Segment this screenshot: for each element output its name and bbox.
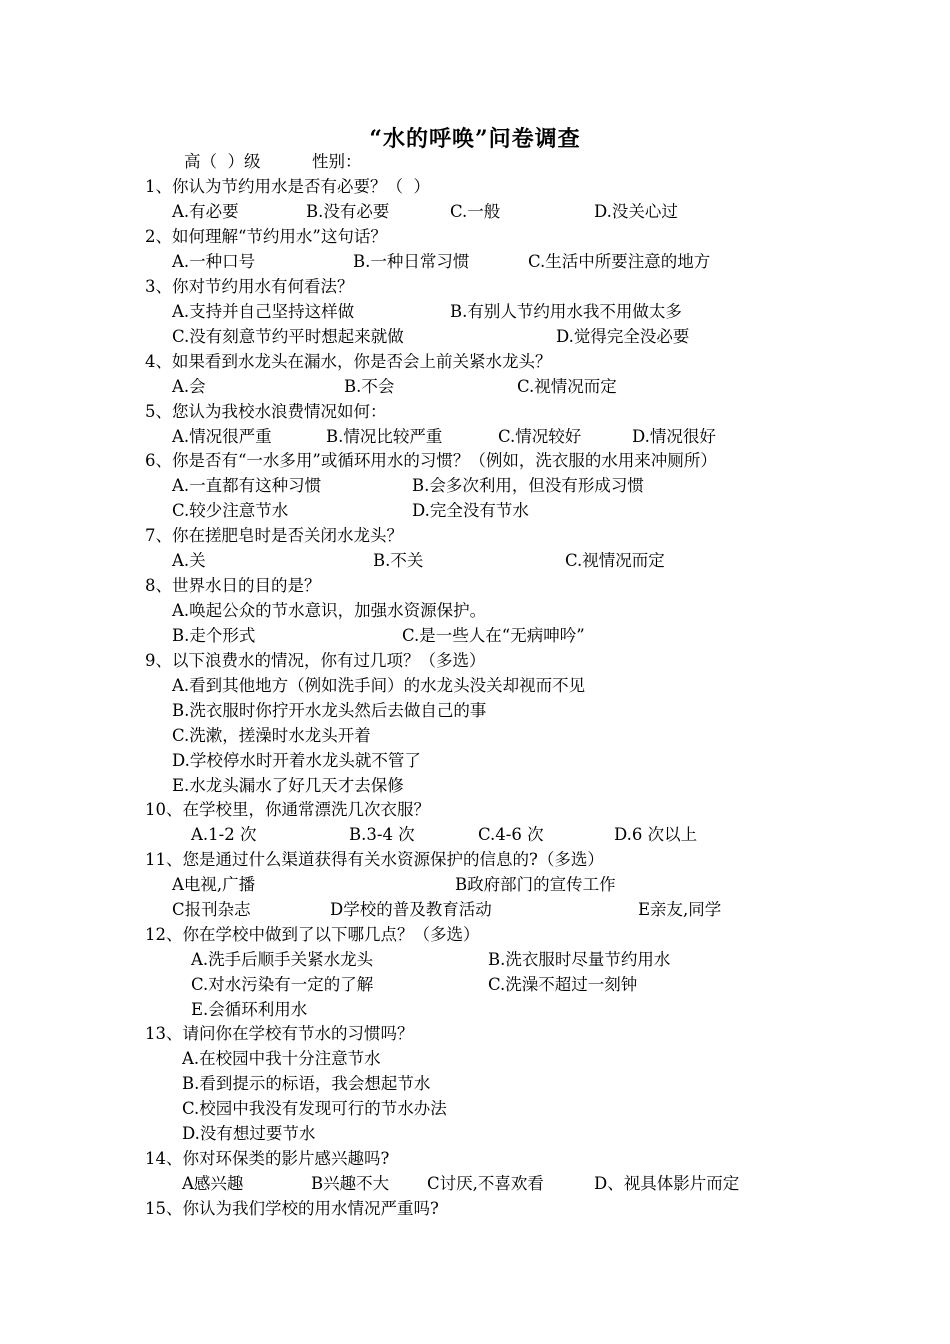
q10-option-d: D.6 次以上 (614, 825, 698, 844)
question-4: 4、如果看到水龙头在漏水，你是否会上前关紧水龙头？ (145, 352, 552, 371)
q7-option-c: C.视情况而定 (565, 551, 665, 570)
question-2: 2、如何理解“节约用水”这句话？ (145, 227, 387, 246)
q13-option-c: C.校园中我没有发现可行的节水办法 (182, 1099, 447, 1118)
q12-option-e: E.会循环利用水 (191, 1000, 308, 1019)
q12-option-c: C.对水污染有一定的了解 (191, 975, 374, 994)
question-3: 3、你对节约用水有何看法？ (145, 277, 354, 296)
q9-option-a: A.看到其他地方（例如洗手间）的水龙头没关却视而不见 (172, 676, 586, 695)
q1-option-d: D.没关心过 (594, 202, 678, 221)
q8-option-b: B.走个形式 (172, 626, 256, 645)
question-8: 8、世界水日的目的是？ (145, 576, 321, 595)
question-7: 7、你在搓肥皂时是否关闭水龙头？ (145, 526, 403, 545)
q2-option-c: C.生活中所要注意的地方 (528, 252, 711, 271)
q4-option-c: C.视情况而定 (517, 377, 617, 396)
question-10: 10、在学校里，你通常漂洗几次衣服？ (145, 800, 430, 819)
question-14: 14、你对环保类的影片感兴趣吗? (145, 1149, 390, 1168)
q12-option-b: B.洗衣服时尽量节约用水 (488, 950, 671, 969)
question-15: 15、你认为我们学校的用水情况严重吗? (145, 1199, 439, 1218)
q12-option-a: A.洗手后顺手关紧水龙头 (191, 950, 374, 969)
q13-option-b: B.看到提示的标语，我会想起节水 (182, 1074, 431, 1093)
q11-option-e: E亲友,同学 (638, 900, 722, 919)
q10-option-a: A.1-2 次 (191, 825, 257, 844)
q13-option-d: D.没有想过要节水 (182, 1124, 316, 1143)
q10-option-b: B.3-4 次 (349, 825, 415, 844)
question-5: 5、您认为我校水浪费情况如何： (145, 402, 387, 421)
q3-option-d: D.觉得完全没必要 (556, 327, 690, 346)
q4-option-b: B.不会 (344, 377, 395, 396)
question-1: 1、你认为节约用水是否有必要？（ ） (145, 177, 430, 196)
q6-option-b: B.会多次利用，但没有形成习惯 (412, 476, 644, 495)
q2-option-b: B.一种日常习惯 (353, 252, 470, 271)
q1-option-b: B.没有必要 (306, 202, 390, 221)
q11-option-d: D学校的普及教育活动 (330, 900, 492, 919)
q11-option-b: B政府部门的宣传工作 (455, 875, 616, 894)
q7-option-b: B.不关 (373, 551, 424, 570)
q7-option-a: A.关 (172, 551, 206, 570)
q6-option-d: D.完全没有节水 (412, 501, 529, 520)
q6-option-c: C.较少注意节水 (172, 501, 289, 520)
q4-option-a: A.会 (172, 377, 206, 396)
question-9: 9、以下浪费水的情况，你有过几项？（多选） (145, 651, 486, 670)
q11-option-a: A电视,广播 (172, 875, 256, 894)
q12-option-d: C.洗澡不超过一刻钟 (488, 975, 638, 994)
q8-option-a: A.唤起公众的节水意识，加强水资源保护。 (172, 601, 487, 620)
q3-option-a: A.支持并自己坚持这样做 (172, 302, 355, 321)
q9-option-d: D.学校停水时开着水龙头就不管了 (172, 751, 421, 770)
q14-option-c: C讨厌,不喜欢看 (427, 1174, 544, 1193)
q5-option-b: B.情况比较严重 (326, 427, 443, 446)
q8-option-c: C.是一些人在“无病呻吟” (402, 626, 585, 645)
q9-option-e: E.水龙头漏水了好几天才去保修 (172, 776, 404, 795)
q3-option-c: C.没有刻意节约平时想起来就做 (172, 327, 404, 346)
q5-option-d: D.情况很好 (632, 427, 716, 446)
q9-option-b: B.洗衣服时你拧开水龙头然后去做自己的事 (172, 701, 487, 720)
q13-option-a: A.在校园中我十分注意节水 (182, 1049, 381, 1068)
q2-option-a: A.一种口号 (172, 252, 256, 271)
question-12: 12、你在学校中做到了以下哪几点？（多选） (145, 925, 480, 944)
q5-option-c: C.情况较好 (498, 427, 582, 446)
question-13: 13、请问你在学校有节水的习惯吗？ (145, 1024, 414, 1043)
q14-option-b: B兴趣不大 (311, 1174, 390, 1193)
page-title: “水的呼唤”问卷调查 (369, 126, 581, 152)
grade-field: 高（ ）级 (184, 152, 261, 171)
gender-field: 性别： (312, 152, 362, 171)
question-6: 6、你是否有“一水多用”或循环用水的习惯？（例如，洗衣服的水用来冲厕所） (145, 451, 717, 470)
q10-option-c: C.4-6 次 (478, 825, 544, 844)
q1-option-a: A.有必要 (172, 202, 239, 221)
q11-option-c: C报刊杂志 (172, 900, 251, 919)
q6-option-a: A.一直都有这种习惯 (172, 476, 322, 495)
question-11: 11、您是通过什么渠道获得有关水资源保护的信息的?（多选） (145, 850, 604, 869)
q14-option-d: D、视具体影片而定 (594, 1174, 740, 1193)
q9-option-c: C.洗漱，搓澡时水龙头开着 (172, 726, 371, 745)
q5-option-a: A.情况很严重 (172, 427, 272, 446)
q1-option-c: C.一般 (450, 202, 501, 221)
q3-option-b: B.有别人节约用水我不用做太多 (450, 302, 682, 321)
q14-option-a: A感兴趣 (182, 1174, 244, 1193)
